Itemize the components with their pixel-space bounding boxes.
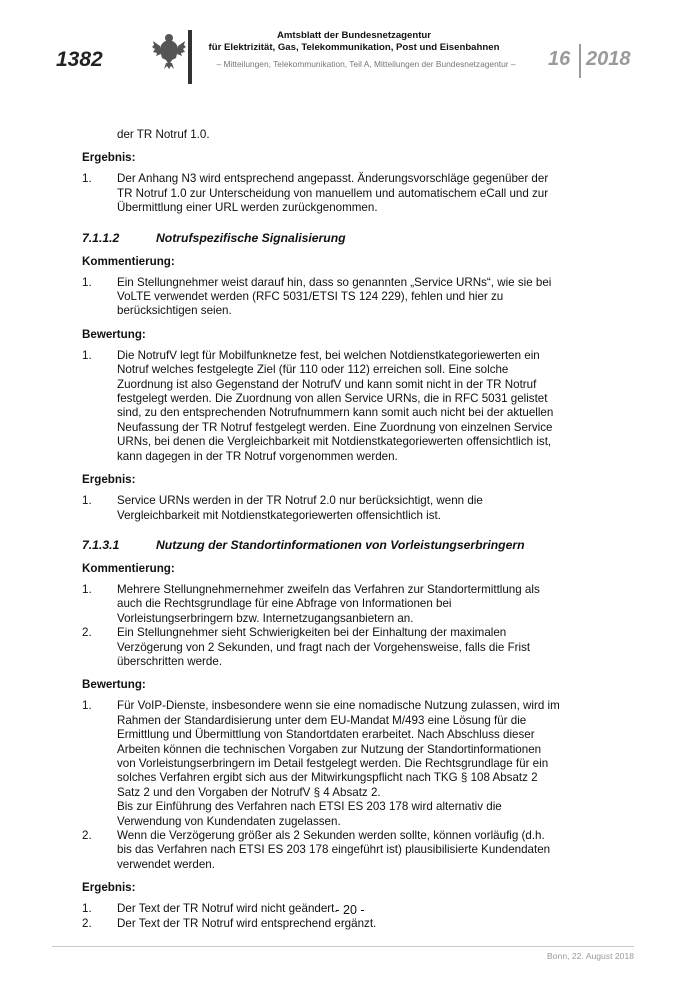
- list-item-number: 2.: [82, 916, 92, 930]
- ergebnis-list: [82, 494, 562, 523]
- bewertung-label: Bewertung:: [82, 678, 146, 692]
- list-item-text: Ein Stellungnehmer weist darauf hin, dass so genannten „Service URNs“, wie sie bei VoLTE verwendet werden (RFC 5031/ETSI TS 124 229), fehlen und hier zu berücksichtigen seien.: [117, 275, 552, 318]
- ergebnis-label: Ergebnis:: [82, 881, 136, 895]
- journal-title: [196, 30, 512, 54]
- bewertung-list: [82, 699, 562, 872]
- footer-divider: [52, 946, 634, 947]
- list-item: [82, 494, 562, 523]
- list-item-number: 2.: [82, 626, 92, 640]
- ergebnis-label: Ergebnis:: [82, 473, 136, 487]
- header-divider: [188, 30, 192, 84]
- list-item-number: 1.: [82, 582, 92, 596]
- issue-year: 2018: [586, 48, 631, 70]
- continuation-text: der TR Notruf 1.0.: [117, 128, 210, 141]
- section-heading: [82, 538, 562, 553]
- list-item-text: Der Text der TR Notruf wird nicht geändert.: [117, 902, 338, 916]
- list-item: [82, 699, 562, 829]
- list-item-text-extra: Bis zur Einführung des Verfahren nach ETSI ES 203 178 wird alternativ die Verwendung von Kundendaten zugelassen.: [117, 800, 502, 828]
- ergebnis-list: [82, 172, 562, 215]
- kommentierung-label: Kommentierung:: [82, 254, 175, 268]
- section-title: Notrufspezifische Signalisierung: [156, 230, 346, 245]
- list-item-text: Für VoIP-Dienste, insbesondere wenn sie eine nomadische Nutzung zulassen, wird im Rahmen der Standardisierung unter dem EU-Mandat M/493 eine Lösung für die Ermittlung und Übermittlung von Standortdaten erarbeitet. Nach Abschluss dieser Arbeiten können die technischen Vorgaben zur Nutzung der Standortinformationen von Vorleistungserbringern im Detail festgelegt werden. Die Rechtsgrundlage für ein solches Verfahren ergibt sich aus der Mitwirkungspflicht nach TKG § 108 Absatz 2 Satz 2 und den Vorgaben der NotrufV § 4 Absatz 2.: [117, 699, 560, 799]
- list-item: [82, 349, 562, 464]
- issue-divider: [579, 44, 581, 78]
- list-item-text-group: [117, 699, 562, 829]
- list-item: [82, 626, 562, 669]
- list-item-number: 1.: [82, 699, 92, 713]
- journal-subtitle: – Mitteilungen, Telekommunikation, Teil A, Mitteilungen der Bundesnetzagentur –: [216, 59, 516, 69]
- footer-date: Bonn, 22. August 2018: [547, 951, 634, 961]
- section-number: 7.1.1.2: [82, 230, 120, 245]
- list-item: [82, 276, 562, 319]
- list-item-text: Mehrere Stellungnehmernehmer zweifeln das Verfahren zur Standortermittlung als auch die Rechtsgrundlage für eine Abfrage von Informationen bei Vorleistungserbringern bzw. Internetzugangsanbietern an.: [117, 582, 540, 625]
- ergebnis-label: Ergebnis:: [82, 151, 136, 165]
- issue-number: 16: [548, 48, 571, 70]
- list-item-number: 2.: [82, 829, 92, 842]
- list-item-text: Wenn die Verzögerung größer als 2 Sekunden werden sollte, können vorläufig (d.h. bis das Verfahren nach ETSI ES 203 178 eingeführt ist) plausibilisierte Kundendaten verwendet werden.: [117, 829, 551, 871]
- list-item: [82, 172, 562, 215]
- list-item-text: Service URNs werden in der TR Notruf 2.0 nur berücksichtigt, wenn die Vergleichbarkeit mit Notdienstkategoriewerten offensichtlich ist.: [117, 494, 483, 522]
- journal-title-line1: Amtsblatt der Bundesnetzagentur: [276, 30, 432, 41]
- list-item: [82, 917, 562, 931]
- kommentierung-list: [82, 583, 562, 669]
- section-number: 7.1.3.1: [82, 537, 120, 552]
- bewertung-label: Bewertung:: [82, 327, 146, 341]
- list-item: [82, 829, 562, 872]
- federal-eagle-icon: [152, 32, 186, 70]
- section-title: Nutzung der Standortinformationen von Vorleistungserbringern: [156, 537, 525, 552]
- section-heading: [82, 231, 562, 246]
- list-item-text: Der Anhang N3 wird entsprechend angepasst. Änderungsvorschläge gegenüber der TR Notruf 1.0 zur Unterscheidung von manuellem und automatischem eCall und zur Übermittlung einer URL werden zurückgenommen.: [117, 172, 549, 215]
- list-item-number: 1.: [82, 348, 92, 362]
- document-body: [82, 128, 562, 931]
- kommentierung-list: [82, 276, 562, 319]
- list-item-text: Ein Stellungnehmer sieht Schwierigkeiten bei der Einhaltung der maximalen Verzögerung von 2 Sekunden, und fragt nach der Vorgehensweise, falls die Frist überschritten werde.: [117, 626, 531, 668]
- list-item-number: 1.: [82, 275, 92, 289]
- list-item: [82, 583, 562, 626]
- list-item-number: 1.: [82, 902, 92, 916]
- list-item-number: 1.: [82, 172, 92, 186]
- list-item-number: 1.: [82, 494, 92, 508]
- journal-title-line2: für Elektrizität, Gas, Telekommunikation, Post und Eisenbahnen: [208, 42, 500, 53]
- bewertung-list: [82, 349, 562, 464]
- footer-page-label: - 20 -: [335, 903, 365, 917]
- kommentierung-label: Kommentierung:: [82, 561, 175, 575]
- list-item-text: Die NotrufV legt für Mobilfunknetze fest, bei welchen Notdienstkategoriewerten ein Notruf welches festgelegte Ziel (für 110 oder 112) erreichen soll. Eine solche Zuordnung ist also Gegenstand der NotrufV und kann somit nicht in der TR Notruf festgelegt werden. Die Zuordnung von allen Service URNs, die in RFC 5031 gelistet sind, zu den entsprechenden Notrufnummern kann somit auch nicht bei der aktuellen Neufassung der TR Notruf festgelegt werden. Eine Zuordnung von einzelnen Service URNs, bei denen die Vergleichbarkeit mit Notdienstkategoriewerten offensichtlich ist, kann dagegen in der TR Notruf vorgenommen werden.: [117, 348, 554, 463]
- page-header: [0, 0, 700, 90]
- page-number: 1382: [56, 48, 103, 71]
- list-item-text: Der Text der TR Notruf wird entsprechend ergänzt.: [117, 916, 377, 930]
